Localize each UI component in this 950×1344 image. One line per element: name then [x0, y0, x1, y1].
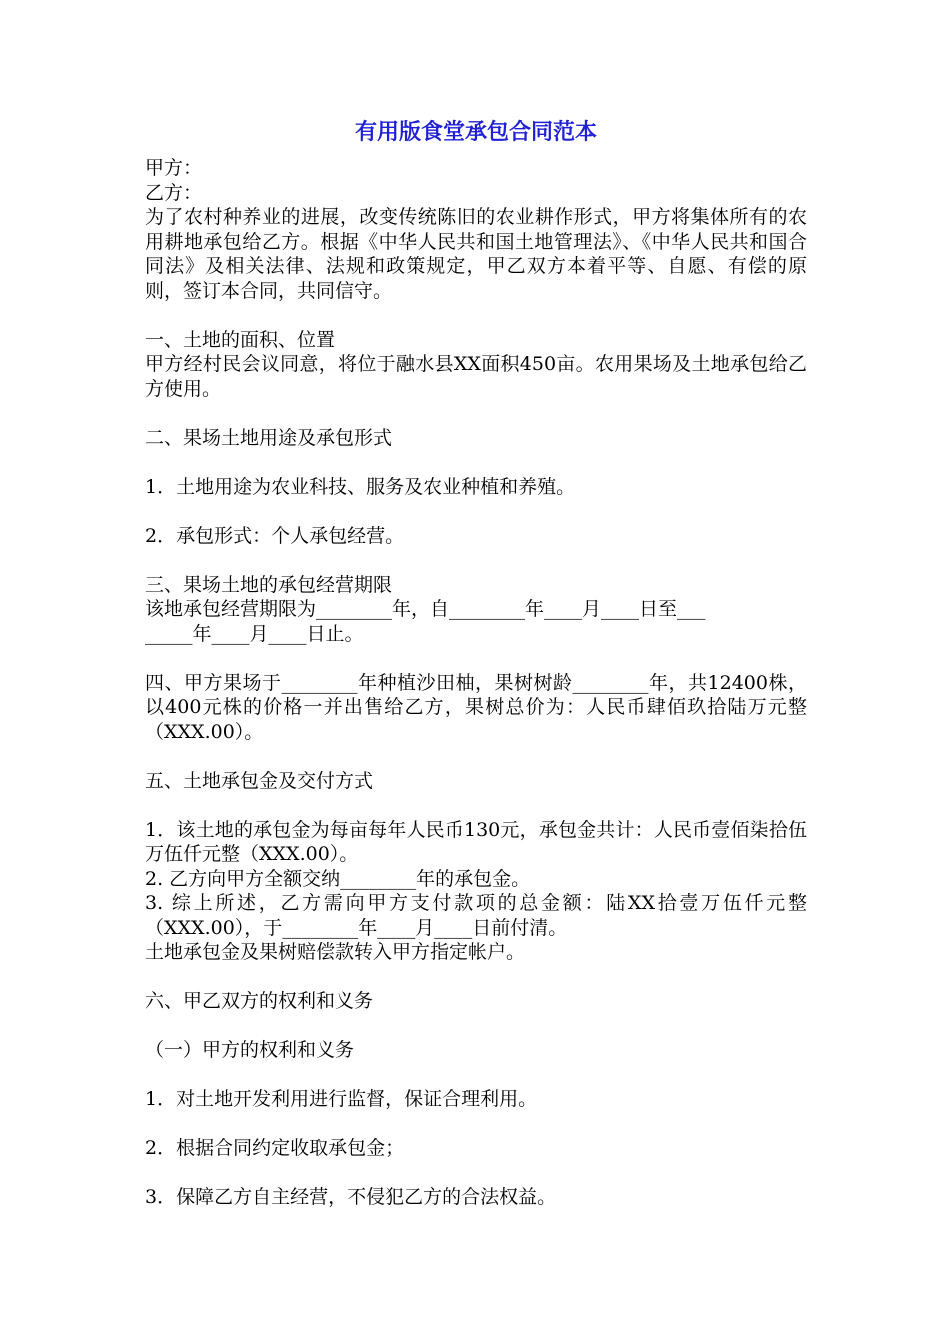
- section-5-item-1: 1．该土地的承包金为每亩每年人民币130元，承包金共计：人民币壹佰柒拾伍万伍仟元整（XXX.00）。: [145, 818, 807, 865]
- section-6-item-3: 3．保障乙方自主经营，不侵犯乙方的合法权益。: [145, 1186, 557, 1208]
- spacer: [145, 1063, 807, 1088]
- section-4-text: 四、甲方果场于________年种植沙田柚，果树树龄________年，共12400株，以400元株的价格一并出售给乙方，果树总价为：人民币肆佰玖拾陆万元整（XXX.00）。: [145, 671, 807, 743]
- section-5-item-2: 2. 乙方向甲方全额交纳________年的承包金。: [145, 867, 531, 890]
- section-3-text-line-2: _____年____月____日止。: [145, 622, 364, 645]
- spacer: [145, 646, 807, 671]
- preamble-paragraph: 为了农村种养业的进展，改变传统陈旧的农业耕作形式，甲方将集体所有的农用耕地承包给乙方。根据《中华人民共和国土地管理法》、《中华人民共和国合同法》及相关法律、法规和政策规定，甲乙双方本着平等、自愿、有偿的原则，签订本合同，共同信守。: [145, 206, 807, 302]
- spacer: [145, 793, 807, 818]
- spacer: [145, 965, 807, 990]
- party-a-label: 甲方：: [145, 157, 203, 179]
- spacer: [145, 1112, 807, 1137]
- section-5-item-3: 3. 综上所述，乙方需向甲方支付款项的总金额：陆XX拾壹万伍仟元整（XXX.00），于________年____月____日前付清。: [145, 892, 807, 939]
- section-5-note: 土地承包金及果树赔偿款转入甲方指定帐户。: [145, 941, 526, 963]
- section-2-heading: 二、果场土地用途及承包形式: [145, 426, 393, 449]
- spacer: [145, 401, 807, 426]
- section-2-item-1: 1．土地用途为农业科技、服务及农业种植和养殖。: [145, 475, 576, 498]
- section-6-subheading-1: （一）甲方的权利和义务: [145, 1039, 355, 1061]
- spacer: [145, 499, 807, 524]
- section-3-heading: 三、果场土地的承包经营期限: [145, 573, 393, 596]
- spacer: [145, 1161, 807, 1186]
- spacer: [145, 303, 807, 328]
- section-3-text-line-1: 该地承包经营期限为________年，自________年____月____日至___: [145, 598, 706, 620]
- spacer: [145, 1014, 807, 1039]
- section-6-item-1: 1．对土地开发利用进行监督，保证合理利用。: [145, 1088, 538, 1110]
- spacer: [145, 548, 807, 573]
- contract-document: [145, 118, 807, 1210]
- section-6-item-2: 2．根据合同约定收取承包金；: [145, 1137, 405, 1159]
- party-b-label: 乙方：: [145, 181, 203, 204]
- section-5-heading: 五、土地承包金及交付方式: [145, 769, 374, 792]
- spacer: [145, 450, 807, 475]
- section-6-heading: 六、甲乙双方的权利和义务: [145, 990, 374, 1012]
- document-title: 有用版食堂承包合同范本: [354, 120, 597, 145]
- spacer: [145, 744, 807, 769]
- section-1-heading: 一、土地的面积、位置: [145, 328, 336, 351]
- section-1-text: 甲方经村民会议同意，将位于融水县XX面积450亩。农用果场及土地承包给乙方使用。: [145, 353, 807, 400]
- section-2-item-2: 2．承包形式：个人承包经营。: [145, 524, 405, 547]
